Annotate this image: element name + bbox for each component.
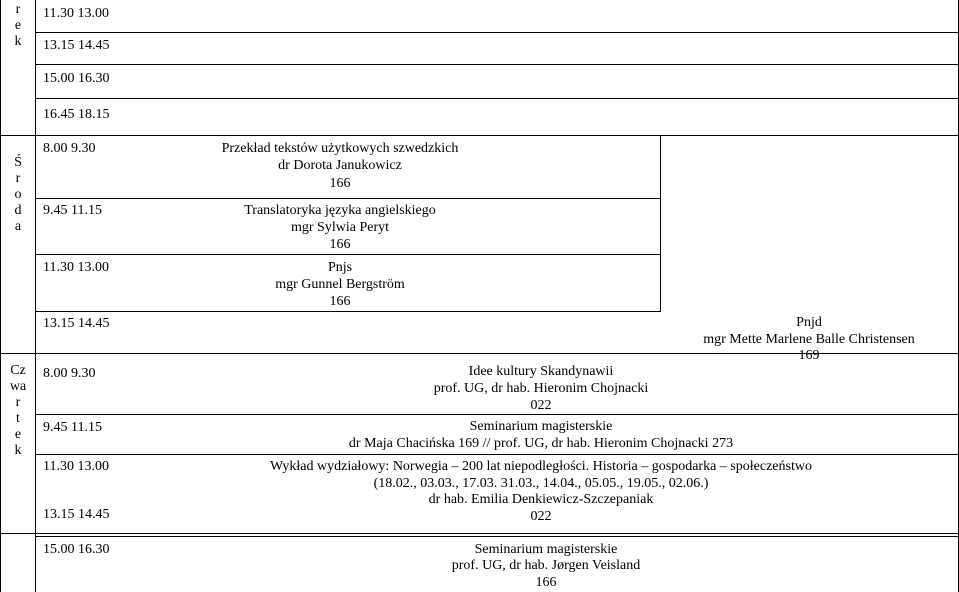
class-teacher: dr Dorota Janukowicz: [278, 158, 402, 173]
day-letter: o: [14, 187, 22, 202]
time-slot: 15.00 16.30: [43, 542, 110, 557]
time-slot: 15.00 16.30: [43, 71, 110, 86]
time-slot: 9.45 11.15: [43, 203, 102, 218]
grid-line: [35, 414, 959, 415]
grid-line: [0, 135, 959, 136]
class-teacher: prof. UG, dr hab. Hieronim Chojnacki: [433, 381, 649, 396]
day-letter: t: [16, 411, 20, 426]
day-label-wednesday: [1, 155, 35, 235]
grid-line: [35, 536, 959, 537]
class-title: Przekład tekstów użytkowych szwedzkich: [221, 141, 459, 156]
grid-line: [0, 0, 1, 592]
day-letter: e: [14, 427, 22, 442]
class-teacher: mgr Gunnel Bergström: [275, 277, 405, 292]
class-room: 166: [329, 237, 351, 252]
grid-line: [35, 32, 959, 33]
class-title: Pnjs: [327, 260, 353, 275]
class-room: 022: [530, 509, 552, 524]
day-letter: Ś: [14, 155, 22, 170]
grid-line: [35, 0, 36, 592]
grid-line: [35, 311, 661, 312]
class-room: 022: [530, 398, 552, 413]
day-letter: a: [14, 219, 22, 234]
class-room: 166: [329, 176, 351, 191]
day-label-thursday: [1, 363, 35, 459]
class-title: Idee kultury Skandynawii: [468, 364, 614, 379]
day-label-tuesday: [1, 2, 35, 50]
grid-line: [35, 64, 959, 65]
day-letter: r: [15, 171, 21, 186]
class-teacher: prof. UG, dr hab. Jørgen Veisland: [451, 558, 641, 573]
class-room: 169: [798, 348, 820, 363]
time-slot: 16.45 18.15: [43, 107, 110, 122]
time-slot: 13.15 14.45: [43, 316, 110, 331]
time-slot: 11.30 13.00: [43, 260, 109, 275]
day-letter: d: [14, 203, 22, 218]
time-slot: 13.15 14.45: [43, 507, 110, 522]
grid-line: [0, 533, 959, 534]
class-dates: (18.02., 03.03., 17.03. 31.03., 14.04., 05.05., 19.05., 02.06.): [373, 476, 709, 491]
class-title: Wykład wydziałowy: Norwegia – 200 lat niepodległości. Historia – gospodarka – społeczeństwo: [270, 459, 812, 474]
class-teacher: mgr Mette Marlene Balle Christensen: [703, 332, 915, 347]
grid-line: [35, 98, 959, 99]
day-letter: wa: [9, 379, 27, 394]
day-letter: e: [14, 18, 22, 33]
time-slot: 11.30 13.00: [43, 459, 109, 474]
day-letter: r: [15, 395, 21, 410]
day-letter: Cz: [10, 363, 26, 378]
day-letter: k: [14, 34, 22, 49]
day-letter: k: [14, 443, 22, 458]
class-teacher: dr Maja Chacińska 169 // prof. UG, dr hab. Hieronim Chojnacki 273: [348, 436, 734, 451]
time-slot: 9.45 11.15: [43, 420, 102, 435]
time-slot: 8.00 9.30: [43, 141, 96, 156]
class-title: Seminarium magisterskie: [469, 419, 613, 434]
class-room: 166: [329, 294, 351, 309]
grid-line: [35, 254, 661, 255]
class-title: Translatoryka języka angielskiego: [244, 203, 436, 218]
class-teacher: mgr Sylwia Peryt: [291, 220, 389, 235]
grid-line: [35, 454, 959, 455]
class-teacher: dr hab. Emilia Denkiewicz-Szczepaniak: [428, 492, 654, 507]
day-letter: r: [15, 2, 21, 17]
grid-line: [35, 198, 661, 199]
time-slot: 11.30 13.00: [43, 6, 109, 21]
time-slot: 13.15 14.45: [43, 38, 110, 53]
time-slot: 8.00 9.30: [43, 366, 96, 381]
class-room: 166: [535, 575, 557, 590]
class-title: Pnjd: [796, 315, 822, 330]
grid-line: [660, 136, 661, 311]
class-title: Seminarium magisterskie: [474, 542, 618, 557]
